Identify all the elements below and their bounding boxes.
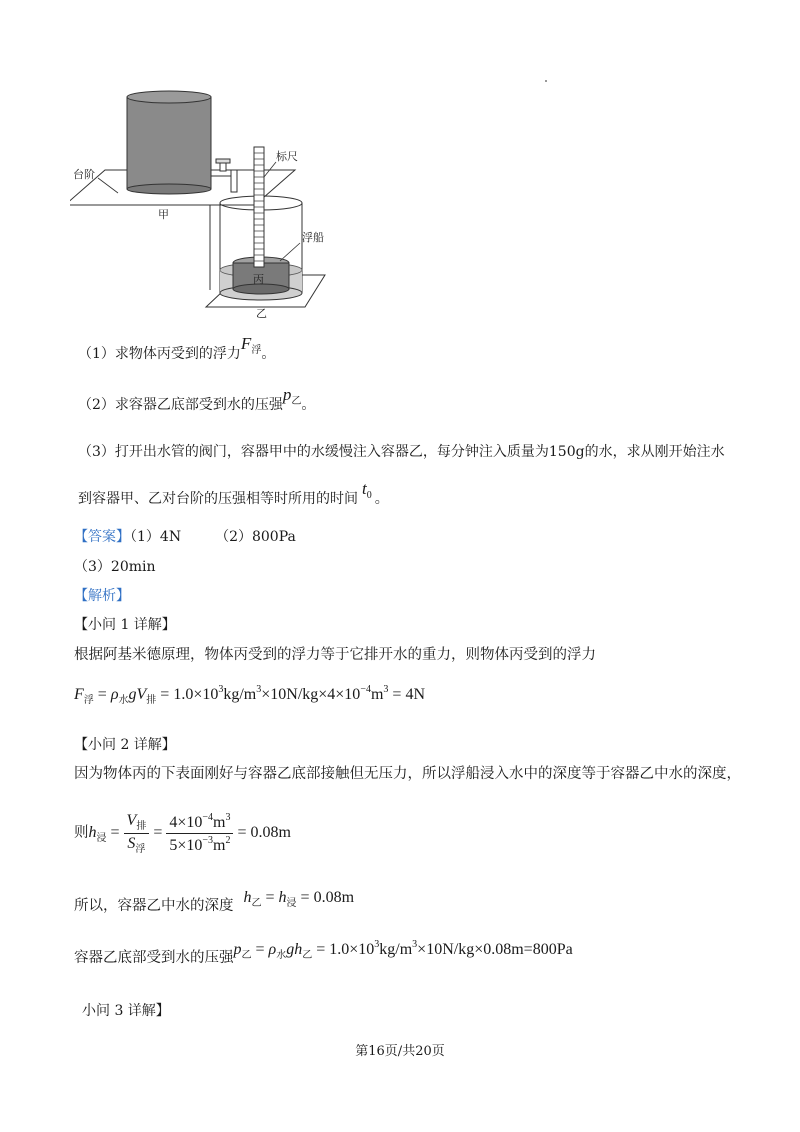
label-taijie: 台阶 — [73, 168, 95, 181]
section-2-title: 【小问 2 详解】 — [74, 737, 176, 753]
equation-2: 则$h_浸$ = $\frac{V_排}{S_浮}$ = $\frac{4\times 10^{-4}m^3}{5\times 10^{-3}m^2}$ = 0.08m — [74, 812, 291, 855]
analysis-tag: 【解析】 — [74, 588, 130, 604]
equation-1: $F_浮 = \rho_水gV_排 = 1.0\times 10^3kg/m^3\times 10N/kg\times 4\times 10^{-4}m^3 = 4N$ — [74, 684, 425, 706]
section-1-text: 根据阿基米德原理，物体丙受到的浮力等于它排开水的重力，则物体丙受到的浮力 — [74, 647, 596, 663]
tank-jia — [127, 91, 211, 194]
speck — [545, 80, 547, 82]
question-1 — [78, 334, 276, 365]
question-3-sub: 0 — [366, 490, 372, 501]
section-1-title: 【小问 1 详解】 — [74, 617, 176, 633]
answer-line — [74, 526, 296, 546]
answer-part-1: （1）4N — [130, 529, 182, 545]
section-2-text: 因为物体丙的下表面刚好与容器乙底部接触但无压力，所以浮船浸入水中的深度等于容器乙中水的深度， — [74, 766, 741, 782]
answer-part-3: （3）20min — [74, 559, 156, 575]
label-yi: 乙 — [256, 307, 267, 320]
question-2 — [78, 385, 316, 416]
question-2-text: （2）求容器乙底部受到水的压强 — [78, 397, 283, 413]
valve — [211, 159, 237, 192]
label-biaochi: 标尺 — [276, 150, 298, 163]
label-fuchuan: 浮船 — [302, 231, 324, 244]
question-1-end: 。 — [261, 346, 276, 362]
question-3-line-2 — [78, 479, 389, 510]
question-1-sub: 浮 — [251, 345, 262, 356]
question-1-text: （1）求物体丙受到的浮力 — [78, 346, 241, 362]
ruler — [254, 147, 264, 267]
question-3-symbol: t — [362, 479, 367, 498]
question-3-end: 。 — [374, 491, 389, 507]
equation-4: 容器乙底部受到水的压强$p_乙 = \rho_水gh_乙 = 1.0\times 10^3kg/m^3\times 10N/kg\times 0.08m=800Pa$ — [74, 939, 573, 966]
question-2-sub: 乙 — [291, 396, 302, 407]
question-3-text: （3）打开出水管的阀门，容器甲中的水缓慢注入容器乙，每分钟注入质量为150g的水，求从刚开始注水 — [78, 444, 725, 460]
question-2-symbol: p — [282, 385, 292, 404]
answer-part-3-line — [74, 556, 156, 576]
question-3-line-1 — [78, 441, 725, 461]
label-jia: 甲 — [158, 208, 169, 221]
equation-3: 所以，容器乙中水的深度 $h_乙 = h_浸 = 0.08m$ — [74, 889, 355, 914]
section-3-title: 小问 3 详解】 — [82, 1003, 170, 1019]
answer-tag: 【答案】 — [74, 529, 130, 545]
page-number: 第16页/共20页 — [355, 1044, 445, 1059]
answer-part-2: （2）800Pa — [215, 529, 296, 545]
question-1-symbol: F — [240, 334, 252, 353]
question-2-end: 。 — [301, 397, 316, 413]
label-bing: 丙 — [253, 273, 264, 286]
question-3-text-2: 到容器甲、乙对台阶的压强相等时所用的时间 — [78, 491, 358, 507]
experiment-figure — [70, 85, 360, 320]
